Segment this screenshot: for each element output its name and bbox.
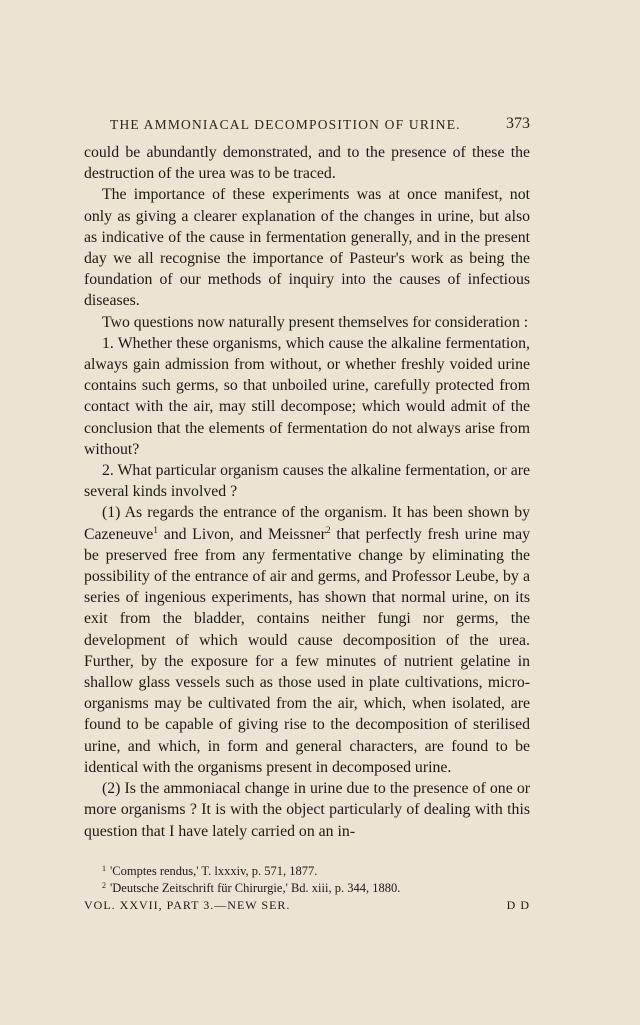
signature-mark: D D <box>506 898 530 912</box>
paragraph-text: (1) As regards the entrance of the organism. It has been shown by Cazeneuve <box>84 504 530 543</box>
footnote-mark: 1 <box>102 864 106 873</box>
page-header <box>110 117 530 137</box>
footnote-reference: 1 <box>153 525 159 536</box>
footnotes <box>84 863 530 897</box>
footnote-mark: 2 <box>102 881 106 890</box>
footnote-reference: 2 <box>325 525 331 536</box>
paragraph: 1. Whether these organisms, which cause the alkaline fermentation, always gain admission from without, or whether freshly voided urine contains such germs, so that unboiled urine, carefully protected from contact with the air, may still decompose; which would admit of the conclusion that the elements of fermentation do not always arise from without? <box>84 334 530 458</box>
running-title: THE AMMONIACAL DECOMPOSITION OF URINE. <box>110 117 461 132</box>
paragraph: (2) Is the ammoniacal change in urine due to the presence of one or more organisms ? It is with the object particularly of dealing with this question that I have lately carried on an in- <box>84 780 530 840</box>
paragraph: The importance of these experiments was at once manifest, not only as giving a clearer explanation of the changes in urine, but also as indicative of the cause in fermentation generally, and in the present day we all recognise the importance of Pasteur's work as being the foundation of our methods of inquiry into the causes of infectious diseases. <box>84 186 530 310</box>
paragraph: Two questions now naturally present themselves for consideration : <box>102 313 529 331</box>
volume-label: VOL. XXVII, PART 3.—NEW SER. <box>84 898 291 912</box>
signature-line <box>84 898 530 914</box>
footnote-text: 'Deutsche Zeitschrift für Chirurgie,' Bd. xiii, p. 344, 1880. <box>110 881 401 895</box>
paragraph-text: that perfectly fresh urine may be preserved free from any fermentative change by eliminating the possibility of the entrance of air and germs, and Professor Leube, by a series of ingenious experiments, has shown that normal urine, on its exit from the bladder, contains neither fungi nor germs, the development of which would cause decomposition of the urea. Further, by the exposure for a few minutes of nutrient gelatine in shallow glass vessels such as those used in plate cultivations, micro-organisms may be cultivated from the air, which, when isolated, are found to be capable of giving rise to the decomposition of sterilised urine, and which, in form and general characters, are found to be identical with the organisms present in decomposed urine. <box>84 525 531 776</box>
footnote <box>84 863 530 880</box>
paragraph: could be abundantly demonstrated, and to the presence of these the destruction of the urea was to be traced. <box>84 144 530 183</box>
footnote <box>84 880 530 897</box>
page-number: 373 <box>506 115 530 132</box>
paragraph: 2. What particular organism causes the alkaline fermentation, or are several kinds involved ? <box>84 462 530 501</box>
footnote-text: 'Comptes rendus,' T. lxxxiv, p. 571, 1877. <box>110 864 318 878</box>
paragraph-text: and Livon, and Meissner <box>158 525 326 543</box>
paragraph <box>84 502 530 778</box>
body-text <box>84 142 530 842</box>
